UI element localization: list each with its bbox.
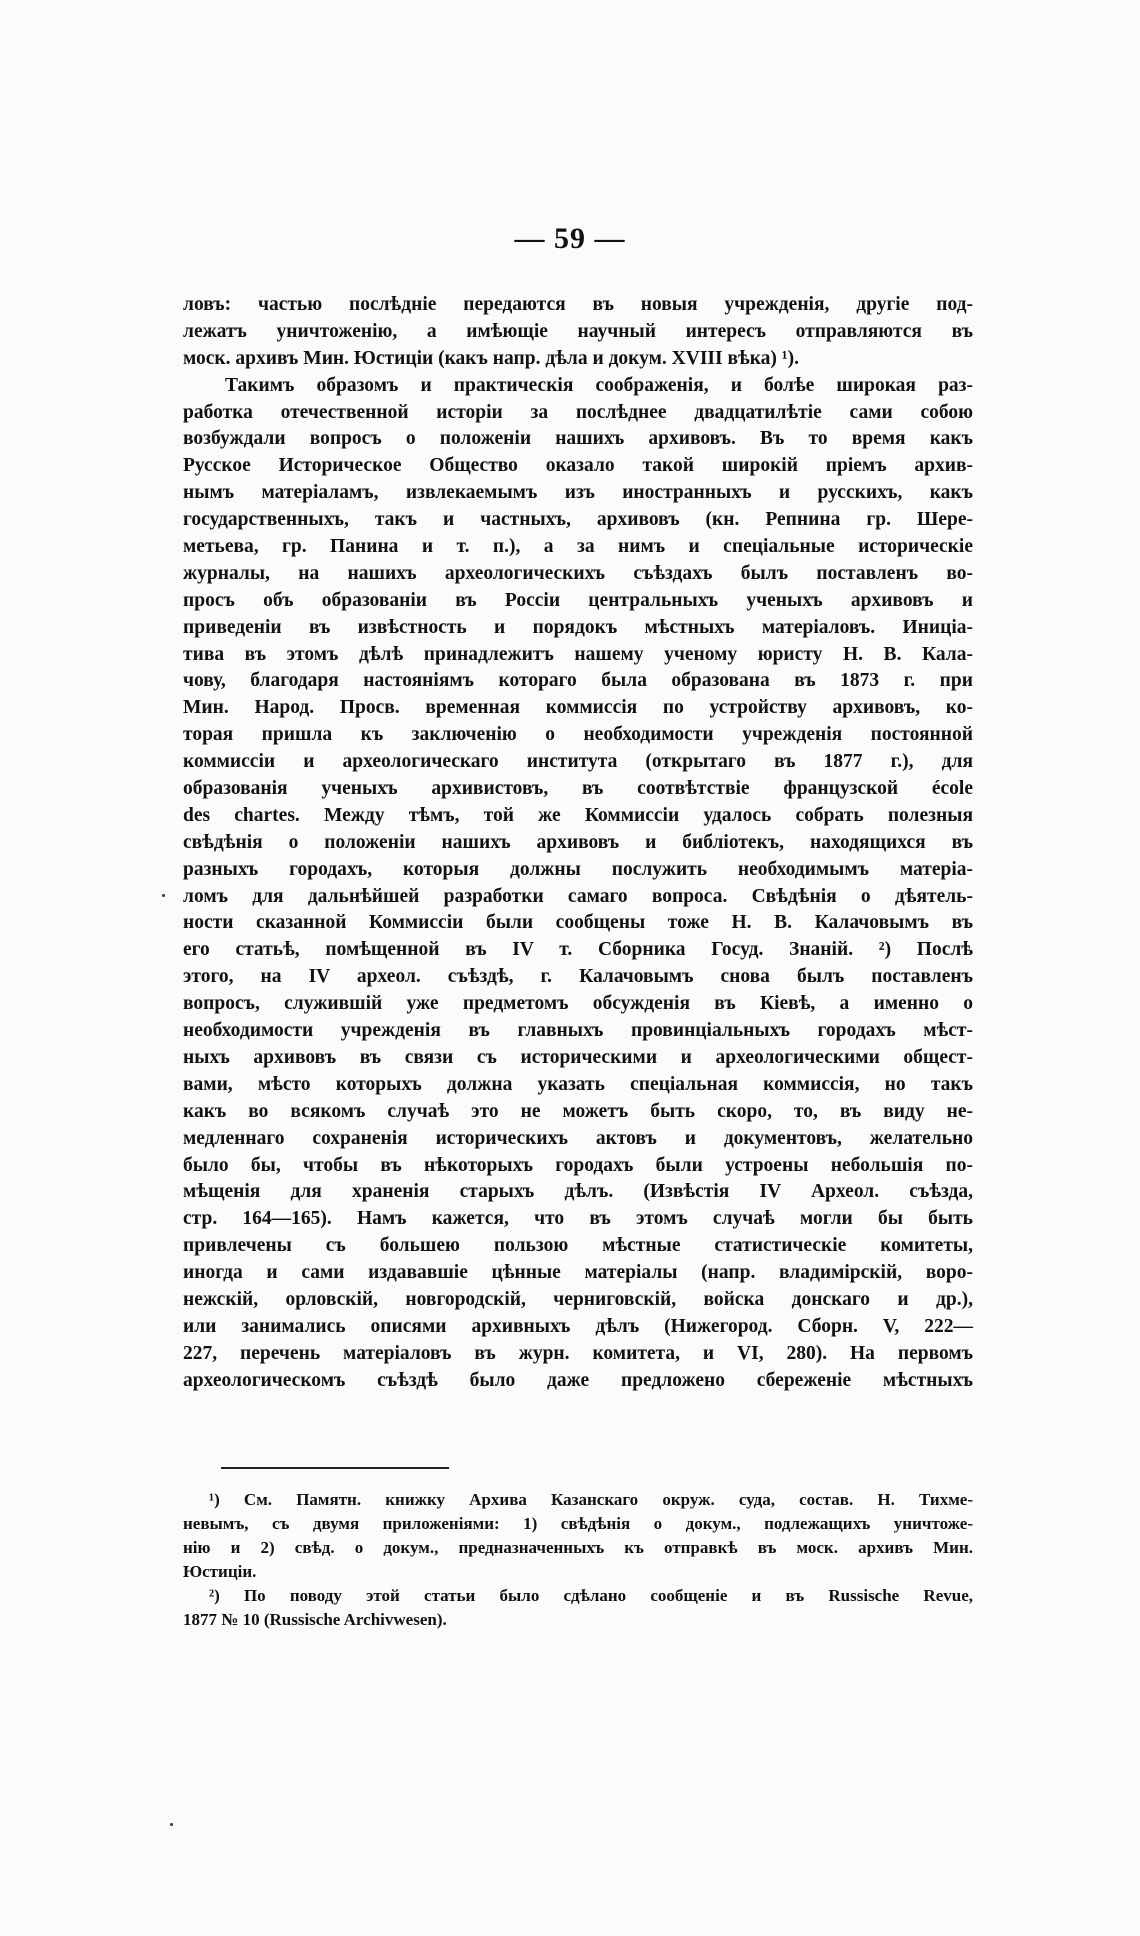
body-line: нежскій, орловскій, новгородскій, черниговскій, войска донскаго и др.),: [183, 1288, 973, 1310]
footnote-line: ²) По поводу этой статьи было сдѣлано сообщеніе и въ Russische Revue,: [209, 1586, 973, 1605]
body-line: лежатъ уничтоженію, а имѣющіе научный интересъ отправляются въ: [183, 320, 973, 342]
body-line: государственныхъ, такъ и частныхъ, архивовъ (кн. Репнина гр. Шере-: [183, 509, 973, 531]
body-line: возбуждали вопросъ о положеніи нашихъ архивовъ. Въ то время какъ: [183, 428, 973, 450]
body-line: археологическомъ съѣздѣ было даже предложено сбереженіе мѣстныхъ: [183, 1369, 973, 1391]
footnote-line: 1877 № 10 (Russische Archivwesen).: [183, 1610, 447, 1629]
page-number: — 59 —: [514, 222, 626, 255]
body-line: коммиссіи и археологическаго института (открытаго въ 1877 г.), для: [183, 751, 973, 773]
body-line: просъ объ образованіи въ Россіи центральныхъ ученыхъ архивовъ и: [183, 589, 973, 611]
body-line: ности сказанной Коммиссіи были сообщены тоже Н. В. Калачовымъ въ: [183, 912, 973, 934]
body-line: моск. архивъ Мин. Юстиціи (какъ напр. дѣла и докум. XVIII вѣка) ¹).: [183, 347, 799, 369]
footnotes: [183, 1488, 973, 1632]
footnote-divider: [221, 1467, 449, 1469]
body-line: торая пришла къ заключенію о необходимости учрежденія постоянной: [183, 724, 973, 746]
body-line: ломъ для дальнѣйшей разработки самаго вопроса. Свѣдѣнія о дѣятель-: [183, 885, 973, 907]
body-line: 227, перечень матеріаловъ въ журн. комитета, и VI, 280). На первомъ: [183, 1342, 973, 1364]
body-line: какъ во всякомъ случаѣ это не можетъ быть скоро, то, въ виду не-: [183, 1100, 973, 1122]
body-line: ловъ: частью послѣдніе передаются въ новыя учрежденія, другіе под-: [183, 294, 973, 315]
body-line: разныхъ городахъ, которыя должны послужить необходимымъ матеріа-: [183, 858, 973, 880]
body-line: или занимались описями архивныхъ дѣлъ (Нижегород. Сборн. V, 222—: [183, 1315, 973, 1337]
body-line: иногда и сами издававшіе цѣнные матеріалы (напр. владимірскій, воро-: [183, 1262, 973, 1284]
body-line: медленнаго сохраненія историческихъ актовъ и документовъ, желательно: [183, 1127, 973, 1149]
body-line: его статьѣ, помѣщенной въ IV т. Сборника Госуд. Знаній. ²) Послѣ: [183, 939, 973, 961]
body-line: журналы, на нашихъ археологическихъ съѣздахъ былъ поставленъ во-: [183, 562, 973, 584]
body-line: вами, мѣсто которыхъ должна указать спеціальная коммиссія, но такъ: [183, 1073, 973, 1095]
body-line: необходимости учрежденія въ главныхъ провинціальныхъ городахъ мѣст-: [183, 1020, 973, 1042]
body-line: нымъ матеріаламъ, извлекаемымъ изъ иностранныхъ и русскихъ, какъ: [183, 482, 973, 504]
body-line: привлечены съ большею пользою мѣстные статистическіе комитеты,: [183, 1235, 973, 1257]
footnote-line: Юстиціи.: [183, 1562, 257, 1581]
footnote-line: ¹) См. Памятн. книжку Архива Казанскаго окруж. суда, состав. Н. Тихме-: [209, 1490, 973, 1509]
print-speck: [162, 894, 165, 897]
body-text: [183, 292, 973, 1395]
body-line: тива въ этомъ дѣлѣ принадлежитъ нашему ученому юристу Н. В. Кала-: [183, 643, 973, 665]
print-speck: [170, 1823, 173, 1826]
body-line: des chartes. Между тѣмъ, той же Коммиссіи удалось собрать полезныя: [183, 804, 973, 826]
body-line: образованія ученыхъ архивистовъ, въ соотвѣтствіе французской école: [183, 778, 973, 800]
body-line: мѣщенія для храненія старыхъ дѣлъ. (Извѣстія IV Археол. съѣзда,: [183, 1181, 973, 1203]
body-line: этого, на IV археол. съѣздѣ, г. Калачовымъ снова былъ поставленъ: [183, 966, 973, 988]
body-line: чову, благодаря настояніямъ котораго была образована въ 1873 г. при: [183, 670, 973, 692]
body-line: вопросъ, служившій уже предметомъ обсужденія въ Кіевѣ, а именно о: [183, 993, 973, 1015]
body-line: работка отечественной исторіи за послѣднее двадцатилѣтіе сами собою: [183, 401, 973, 423]
footnote-line: нію и 2) свѣд. о докум., предназначенныхъ къ отправкѣ въ моск. архивъ Мин.: [183, 1538, 973, 1557]
footnote-line: невымъ, съ двумя приложеніями: 1) свѣдѣнія о докум., подлежащихъ уничтоже-: [183, 1514, 973, 1533]
body-line: было бы, чтобы въ нѣкоторыхъ городахъ были устроены небольшія по-: [183, 1154, 973, 1176]
body-line: стр. 164—165). Намъ кажется, что въ этомъ случаѣ могли бы быть: [183, 1208, 973, 1230]
body-line: Мин. Народ. Просв. временная коммиссія по устройству архивовъ, ко-: [183, 697, 973, 719]
body-line: метьева, гр. Панина и т. п.), а за нимъ и спеціальные историческіе: [183, 536, 973, 558]
body-line: свѣдѣнія о положеніи нашихъ архивовъ и библіотекъ, находящихся въ: [183, 831, 973, 853]
body-line: ныхъ архивовъ въ связи съ историческими и археологическими общест-: [183, 1046, 973, 1068]
body-line: Русское Историческое Общество оказало такой широкій пріемъ архив-: [183, 455, 973, 477]
body-line: Такимъ образомъ и практическія соображенія, и болѣе широкая раз-: [225, 374, 973, 396]
body-line: приведеніи въ извѣстность и порядокъ мѣстныхъ матеріаловъ. Иниціа-: [183, 616, 973, 638]
